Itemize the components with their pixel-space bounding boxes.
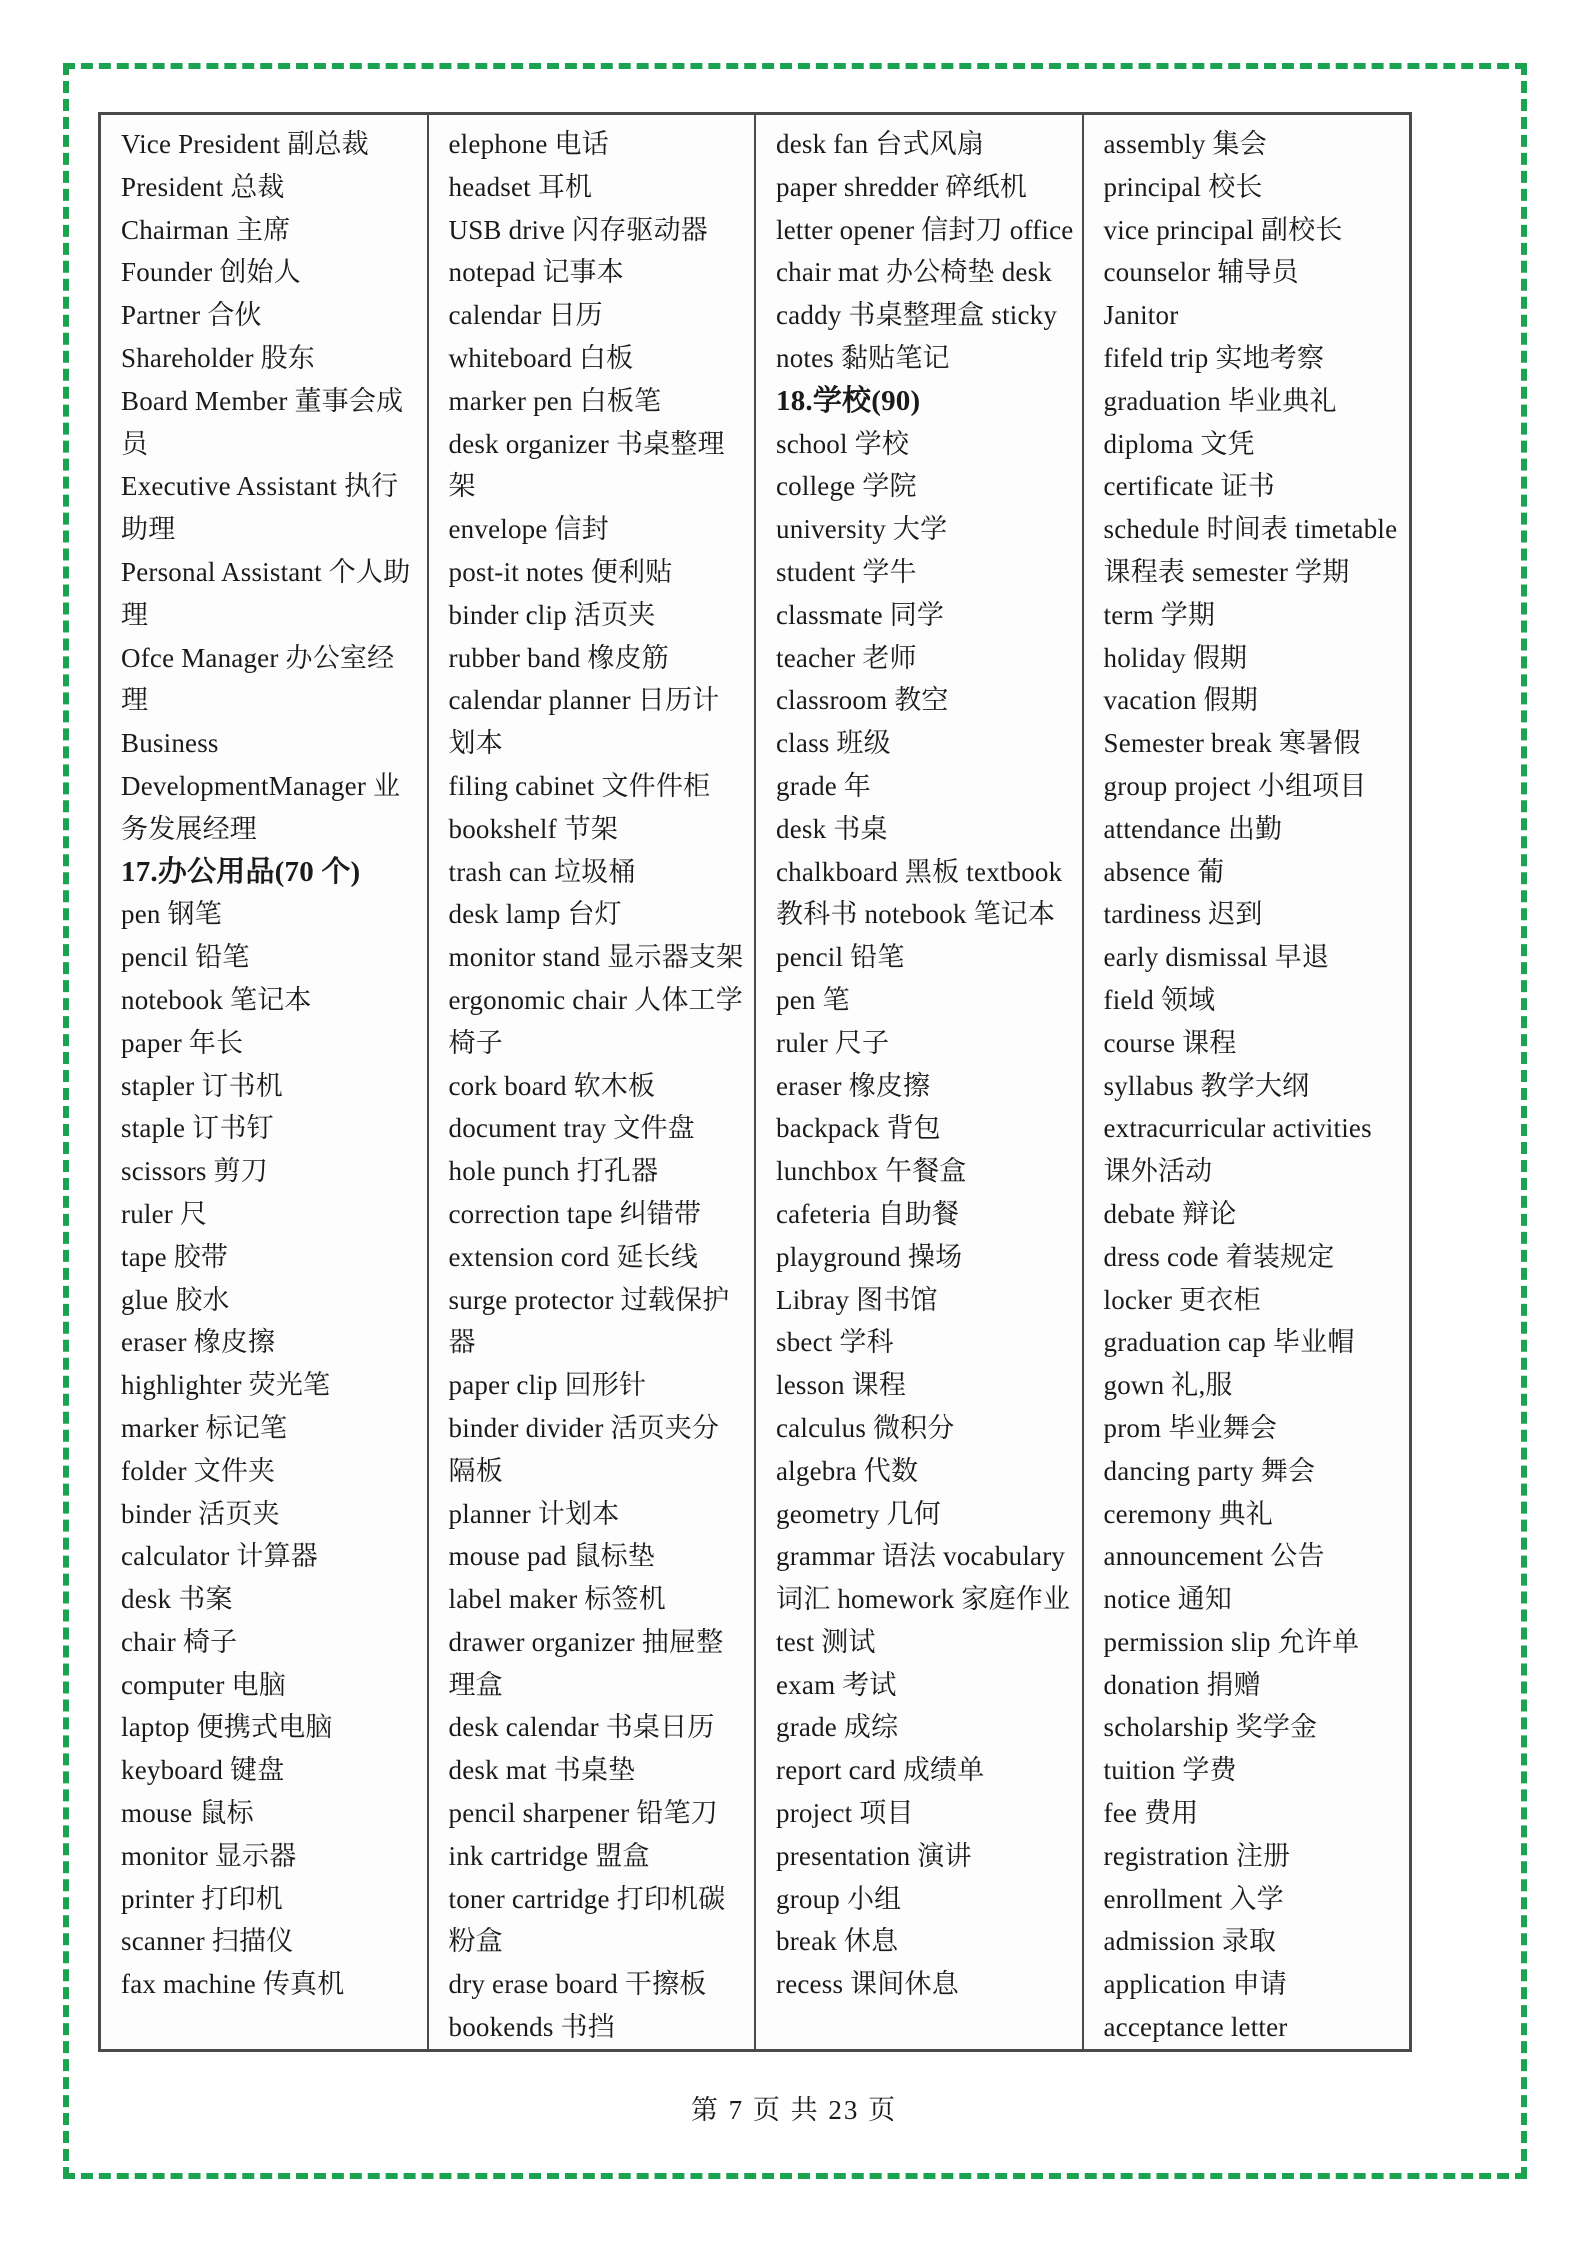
vocab-table [98, 112, 1412, 2052]
vocab-line: break 休息 [776, 1926, 899, 1957]
vocab-line: scanner 扫描仪 [121, 1926, 294, 1957]
vocab-line: cork board 软木板 [448, 1070, 656, 1101]
table-column-1 [101, 115, 427, 2049]
section-header: 17.办公用品(70 个) [121, 855, 361, 888]
vocab-line: pencil sharpener 铅笔刀 [448, 1798, 718, 1829]
vocab-line: dancing party 舞会 [1103, 1455, 1316, 1486]
vocab-line: elephone 电话 [448, 129, 609, 159]
vocab-line: 理 [121, 599, 149, 630]
vocab-line: correction tape 纠错带 [448, 1198, 702, 1229]
vocab-line: paper clip 回形针 [448, 1370, 647, 1401]
vocab-line: scissors 剪刀 [121, 1156, 268, 1187]
vocab-line: hole punch 打孔器 [448, 1156, 659, 1187]
vocab-line: USB drive 闪存驱动器 [448, 214, 708, 245]
vocab-line: notes 黏贴笔记 [776, 342, 950, 373]
vocab-line: eraser 橡皮擦 [776, 1070, 931, 1101]
vocab-line: mouse 鼠标 [121, 1798, 254, 1829]
vocab-line: application 申请 [1103, 1969, 1288, 2000]
vocab-line: binder clip 活页夹 [448, 599, 656, 630]
vocab-line: exam 考试 [776, 1669, 897, 1700]
vocab-line: announcement 公告 [1103, 1541, 1325, 1572]
vocab-line: term 学期 [1103, 599, 1216, 630]
vocab-line: backpack 背包 [776, 1113, 941, 1144]
vocab-line: letter opener 信封刀 office [776, 214, 1074, 245]
vocab-line: diploma 文凭 [1103, 428, 1255, 459]
vocab-line: fee 费用 [1103, 1798, 1199, 1829]
vocab-line: surge protector 过载保护 [448, 1284, 730, 1315]
vocab-line: bookends 书挡 [448, 2012, 615, 2043]
vocab-line: 理盒 [448, 1669, 503, 1700]
table-column-2 [427, 115, 755, 2049]
vocab-line: extension cord 延长线 [448, 1241, 699, 1272]
vocab-line: 隔板 [448, 1455, 503, 1486]
vocab-line: gown 礼,服 [1103, 1370, 1233, 1401]
vocab-line: recess 课间休息 [776, 1969, 959, 2000]
vocab-line: Partner 合伙 [121, 300, 262, 331]
vocab-line: class 班级 [776, 728, 891, 759]
vocab-line: report card 成绩单 [776, 1755, 985, 1786]
vocab-line: enrollment 入学 [1103, 1883, 1284, 1914]
vocab-line: envelope 信封 [448, 514, 609, 545]
vocab-line: label maker 标签机 [448, 1584, 666, 1615]
vocab-line: chair mat 办公椅垫 desk [776, 257, 1052, 288]
vocab-line: assembly 集会 [1103, 129, 1267, 159]
vocab-line: Libray 图书馆 [776, 1284, 938, 1315]
vocab-line: 器 [448, 1327, 476, 1358]
vocab-line: paper 年长 [121, 1027, 244, 1058]
vocab-line: desk fan 台式风扇 [776, 129, 985, 159]
vocab-line: attendance 出勤 [1103, 813, 1283, 844]
vocab-line: lunchbox 午餐盒 [776, 1156, 967, 1187]
vocab-line: course 课程 [1103, 1027, 1237, 1058]
vocab-line: geometry 几何 [776, 1498, 941, 1529]
vocab-line: 员 [121, 428, 149, 459]
vocab-line: syllabus 教学大纲 [1103, 1070, 1310, 1101]
vocab-line: keyboard 键盘 [121, 1755, 285, 1786]
vocab-line: 椅子 [448, 1027, 503, 1058]
vocab-line: Vice President 副总裁 [121, 129, 369, 159]
vocab-line: 划本 [448, 728, 503, 759]
vocab-line: calendar planner 日历计 [448, 685, 720, 716]
vocab-line: college 学院 [776, 471, 917, 502]
vocab-line: paper shredder 碎纸机 [776, 171, 1028, 202]
vocab-line: bookshelf 节架 [448, 813, 619, 844]
table-column-3 [754, 115, 1082, 2049]
vocab-line: 教科书 notebook 笔记本 [776, 899, 1056, 930]
vocab-line: calendar 日历 [448, 300, 603, 331]
vocab-line: post-it notes 便利贴 [448, 556, 673, 587]
vocab-line: ceremony 典礼 [1103, 1498, 1273, 1529]
vocab-line: toner cartridge 打印机碳 [448, 1883, 726, 1914]
vocab-line: 课程表 semester 学期 [1103, 556, 1350, 587]
vocab-line: caddy 书桌整理盒 sticky [776, 300, 1058, 331]
vocab-line: staple 订书钉 [121, 1113, 274, 1144]
vocab-line: fax machine 传真机 [121, 1969, 345, 2000]
vocab-line: desk calendar 书桌日历 [448, 1712, 715, 1743]
vocab-line: 助理 [121, 514, 176, 545]
vocab-line: pen 笔 [776, 984, 850, 1015]
vocab-line: Business [121, 728, 219, 759]
vocab-line: scholarship 奖学金 [1103, 1712, 1318, 1743]
page-footer: 第 7 页 共 23 页 [690, 2095, 898, 2125]
vocab-line: Executive Assistant 执行 [121, 471, 399, 502]
vocab-line: presentation 演讲 [776, 1840, 972, 1871]
vocab-line: Semester break 寒暑假 [1103, 728, 1361, 759]
vocab-line: fifeld trip 实地考察 [1103, 342, 1325, 373]
vocab-line: graduation 毕业典礼 [1103, 385, 1337, 416]
vocab-line: Chairman 主席 [121, 214, 291, 245]
vocab-line: ruler 尺子 [776, 1027, 890, 1058]
vocab-line: Personal Assistant 个人助 [121, 556, 411, 587]
vocab-line: playground 操场 [776, 1241, 963, 1272]
vocab-line: Janitor [1103, 300, 1179, 331]
vocab-line: mouse pad 鼠标垫 [448, 1541, 656, 1572]
vocab-line: group project 小组项目 [1103, 770, 1367, 801]
vocab-line: extracurricular activities [1103, 1113, 1372, 1144]
vocab-line: folder 文件夹 [121, 1455, 276, 1486]
vocab-line: holiday 假期 [1103, 642, 1248, 673]
vocab-line: printer 打印机 [121, 1883, 283, 1914]
vocab-line: prom 毕业舞会 [1103, 1412, 1278, 1443]
vocab-line: lesson 课程 [776, 1370, 907, 1401]
vocab-line: debate 辩论 [1103, 1198, 1237, 1229]
vocab-line: 粉盒 [448, 1926, 503, 1957]
vocab-line: dress code 着装规定 [1103, 1241, 1335, 1272]
vocab-line: desk 书案 [121, 1584, 233, 1615]
vocab-line: 课外活动 [1103, 1156, 1213, 1187]
vocab-line: test 测试 [776, 1626, 876, 1657]
vocab-line: DevelopmentManager 业 [121, 770, 401, 801]
vocab-line: glue 胶水 [121, 1284, 230, 1315]
vocab-line: grade 成综 [776, 1712, 899, 1743]
vocab-line: algebra 代数 [776, 1455, 919, 1486]
vocab-line: sbect 学科 [776, 1327, 894, 1358]
vocab-line: chair 椅子 [121, 1626, 238, 1657]
vocab-line: grammar 语法 vocabulary [776, 1541, 1066, 1572]
vocab-line: document tray 文件盘 [448, 1113, 695, 1144]
vocab-line: registration 注册 [1103, 1840, 1291, 1871]
vocab-line: 务发展经理 [121, 813, 257, 844]
vocab-line: calculus 微积分 [776, 1412, 955, 1443]
vocab-line: early dismissal 早退 [1103, 942, 1330, 973]
vocab-line: drawer organizer 抽屉整 [448, 1626, 724, 1657]
vocab-line: vice principal 副校长 [1103, 214, 1343, 245]
vocab-line: notepad 记事本 [448, 257, 624, 288]
vocab-line: Ofce Manager 办公室经 [121, 642, 395, 673]
vocab-line: university 大学 [776, 514, 948, 545]
vocab-line: ink cartridge 盟盒 [448, 1840, 650, 1871]
vocab-line: tuition 学费 [1103, 1755, 1237, 1786]
vocab-line: monitor stand 显示器支架 [448, 942, 744, 973]
vocab-line: group 小组 [776, 1883, 902, 1914]
vocab-line: field 领域 [1103, 984, 1216, 1015]
vocab-line: 词汇 homework 家庭作业 [776, 1584, 1071, 1615]
vocab-line: admission 录取 [1103, 1926, 1277, 1957]
vocab-line: laptop 便携式电脑 [121, 1712, 333, 1743]
vocab-line: pencil 铅笔 [776, 942, 905, 973]
vocab-line: school 学校 [776, 428, 910, 459]
vocab-line: whiteboard 白板 [448, 342, 634, 373]
vocab-line: vacation 假期 [1103, 685, 1258, 716]
vocab-line: permission slip 允许单 [1103, 1626, 1360, 1657]
vocab-line: cafeteria 自助餐 [776, 1198, 960, 1229]
vocab-line: binder divider 活页夹分 [448, 1412, 720, 1443]
vocab-line: schedule 时间表 timetable [1103, 514, 1398, 545]
vocab-line: President 总裁 [121, 171, 285, 202]
vocab-line: pen 钢笔 [121, 899, 222, 930]
vocab-line: acceptance letter [1103, 2012, 1288, 2043]
vocab-line: planner 计划本 [448, 1498, 620, 1529]
vocab-line: chalkboard 黑板 textbook [776, 856, 1063, 887]
vocab-line: counselor 辅导员 [1103, 257, 1299, 288]
vocab-line: marker pen 白板笔 [448, 385, 662, 416]
vocab-line: headset 耳机 [448, 171, 593, 202]
vocab-line: binder 活页夹 [121, 1498, 280, 1529]
vocab-line: filing cabinet 文件件柜 [448, 770, 711, 801]
vocab-line: donation 捐赠 [1103, 1669, 1261, 1700]
vocab-line: certificate 证书 [1103, 471, 1275, 502]
vocab-line: 理 [121, 685, 149, 716]
vocab-line: project 项目 [776, 1798, 914, 1829]
vocab-line: locker 更衣柜 [1103, 1284, 1261, 1315]
vocab-line: ruler 尺 [121, 1198, 208, 1229]
vocab-line: eraser 橡皮擦 [121, 1327, 276, 1358]
table-column-4 [1082, 115, 1410, 2049]
vocab-line: graduation cap 毕业帽 [1103, 1327, 1355, 1358]
vocab-line: pencil 铅笔 [121, 942, 250, 973]
vocab-line: trash can 垃圾桶 [448, 856, 636, 887]
vocab-line: classmate 同学 [776, 599, 945, 630]
vocab-line: 架 [448, 471, 476, 502]
vocab-line: highlighter 荧光笔 [121, 1370, 331, 1401]
vocab-line: teacher 老师 [776, 642, 917, 673]
vocab-line: absence 葡 [1103, 856, 1225, 887]
vocab-line: ergonomic chair 人体工学 [448, 984, 743, 1015]
vocab-line: classroom 教空 [776, 685, 949, 716]
vocab-line: principal 校长 [1103, 171, 1263, 202]
vocab-line: tardiness 迟到 [1103, 899, 1263, 930]
vocab-line: grade 年 [776, 770, 872, 801]
vocab-line: desk lamp 台灯 [448, 899, 622, 930]
vocab-line: student 学牛 [776, 556, 917, 587]
vocab-line: rubber band 橡皮筋 [448, 642, 669, 673]
vocab-line: notice 通知 [1103, 1584, 1233, 1615]
vocab-line: monitor 显示器 [121, 1840, 297, 1871]
vocab-line: desk mat 书桌垫 [448, 1755, 636, 1786]
vocab-line: calculator 计算器 [121, 1541, 318, 1572]
vocab-line: dry erase board 干擦板 [448, 1969, 707, 2000]
vocab-line: desk 书桌 [776, 813, 888, 844]
vocab-line: desk organizer 书桌整理 [448, 428, 725, 459]
vocab-line: Shareholder 股东 [121, 342, 316, 373]
vocab-line: marker 标记笔 [121, 1412, 288, 1443]
vocab-line: notebook 笔记本 [121, 984, 312, 1015]
vocab-line: stapler 订书机 [121, 1070, 283, 1101]
vocab-line: Board Member 董事会成 [121, 385, 404, 416]
vocab-line: tape 胶带 [121, 1241, 229, 1272]
vocab-line: computer 电脑 [121, 1669, 286, 1700]
section-header: 18.学校(90) [776, 384, 921, 417]
vocab-line: Founder 创始人 [121, 257, 301, 288]
